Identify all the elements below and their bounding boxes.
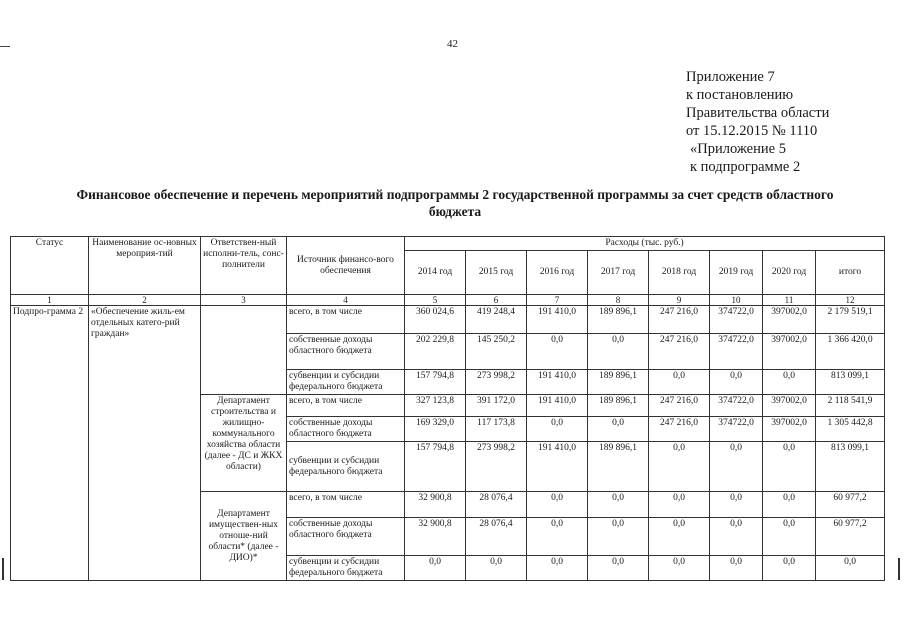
value-cell: 0,0 bbox=[763, 518, 816, 556]
value-cell: 157 794,8 bbox=[405, 442, 466, 492]
total-cell: 2 118 541,9 bbox=[816, 395, 885, 417]
appendix-block bbox=[686, 68, 829, 176]
margin-rule bbox=[0, 46, 10, 47]
column-number: 11 bbox=[763, 295, 816, 306]
column-number: 1 bbox=[11, 295, 89, 306]
source-cell: собственные доходы областного бюджета bbox=[287, 334, 405, 370]
value-cell: 191 410,0 bbox=[527, 370, 588, 395]
column-number-row bbox=[11, 295, 885, 306]
value-cell: 0,0 bbox=[763, 492, 816, 518]
value-cell: 32 900,8 bbox=[405, 492, 466, 518]
value-cell: 0,0 bbox=[763, 370, 816, 395]
table-row bbox=[11, 306, 885, 334]
column-number: 12 bbox=[816, 295, 885, 306]
value-cell: 189 896,1 bbox=[588, 395, 649, 417]
total-cell: 813 099,1 bbox=[816, 370, 885, 395]
total-cell: 2 179 519,1 bbox=[816, 306, 885, 334]
header-status: Статус bbox=[11, 237, 89, 295]
value-cell: 191 410,0 bbox=[527, 395, 588, 417]
value-cell: 0,0 bbox=[527, 417, 588, 442]
total-cell: 60 977,2 bbox=[816, 518, 885, 556]
scan-edge-mark bbox=[898, 558, 900, 580]
value-cell: 191 410,0 bbox=[527, 306, 588, 334]
value-cell: 360 024,6 bbox=[405, 306, 466, 334]
value-cell: 117 173,8 bbox=[466, 417, 527, 442]
total-cell: 1 366 420,0 bbox=[816, 334, 885, 370]
value-cell: 0,0 bbox=[710, 370, 763, 395]
value-cell: 0,0 bbox=[649, 370, 710, 395]
value-cell: 28 076,4 bbox=[466, 492, 527, 518]
value-cell: 374722,0 bbox=[710, 395, 763, 417]
header-year: 2015 год bbox=[466, 251, 527, 295]
value-cell: 0,0 bbox=[527, 492, 588, 518]
value-cell: 0,0 bbox=[588, 334, 649, 370]
header-event: Наименование ос-новных мероприя-тий bbox=[89, 237, 201, 295]
value-cell: 0,0 bbox=[649, 492, 710, 518]
executor-cell: Департамент имуществен-ных отноше-ний области* (далее - ДИО)* bbox=[201, 492, 287, 581]
column-number: 7 bbox=[527, 295, 588, 306]
value-cell: 0,0 bbox=[588, 556, 649, 581]
value-cell: 0,0 bbox=[588, 492, 649, 518]
source-cell: субвенции и субсидии федерального бюджета bbox=[287, 370, 405, 395]
header-year: 2016 год bbox=[527, 251, 588, 295]
value-cell: 247 216,0 bbox=[649, 306, 710, 334]
value-cell: 0,0 bbox=[710, 556, 763, 581]
document-title: Финансовое обеспечение и перечень мероприятий подпрограммы 2 государственной программы за счет средств областного бюджета bbox=[76, 187, 834, 219]
value-cell: 0,0 bbox=[527, 334, 588, 370]
header-year: 2018 год bbox=[649, 251, 710, 295]
header-year: 2017 год bbox=[588, 251, 649, 295]
value-cell: 145 250,2 bbox=[466, 334, 527, 370]
value-cell: 189 896,1 bbox=[588, 442, 649, 492]
header-total: итого bbox=[816, 251, 885, 295]
status-cell: Подпро-грамма 2 bbox=[11, 306, 89, 581]
appendix-line: Правительства области bbox=[686, 105, 830, 121]
value-cell: 157 794,8 bbox=[405, 370, 466, 395]
executor-cell bbox=[201, 306, 287, 395]
column-number: 2 bbox=[89, 295, 201, 306]
value-cell: 202 229,8 bbox=[405, 334, 466, 370]
value-cell: 0,0 bbox=[649, 556, 710, 581]
value-cell: 273 998,2 bbox=[466, 442, 527, 492]
appendix-line: от 15.12.2015 № 1110 bbox=[686, 123, 818, 139]
value-cell: 0,0 bbox=[710, 518, 763, 556]
value-cell: 0,0 bbox=[763, 556, 816, 581]
value-cell: 0,0 bbox=[710, 442, 763, 492]
header-expenses: Расходы (тыс. руб.) bbox=[405, 237, 885, 251]
value-cell: 374722,0 bbox=[710, 417, 763, 442]
column-number: 5 bbox=[405, 295, 466, 306]
header-year: 2014 год bbox=[405, 251, 466, 295]
header-source: Источник финансо-вого обеспечения bbox=[287, 237, 405, 295]
value-cell: 0,0 bbox=[405, 556, 466, 581]
source-cell: субвенции и субсидии федерального бюджета bbox=[287, 442, 405, 492]
column-number: 10 bbox=[710, 295, 763, 306]
finance-table bbox=[10, 236, 885, 581]
column-number: 4 bbox=[287, 295, 405, 306]
source-cell: собственные доходы областного бюджета bbox=[287, 518, 405, 556]
value-cell: 419 248,4 bbox=[466, 306, 527, 334]
executor-cell: Департамент строительства и жилищно-коммунального хозяйства области (далее - ДС и ЖКХ области) bbox=[201, 395, 287, 492]
value-cell: 247 216,0 bbox=[649, 334, 710, 370]
value-cell: 0,0 bbox=[466, 556, 527, 581]
header-year: 2019 год bbox=[710, 251, 763, 295]
value-cell: 0,0 bbox=[649, 442, 710, 492]
total-cell: 60 977,2 bbox=[816, 492, 885, 518]
value-cell: 0,0 bbox=[588, 518, 649, 556]
value-cell: 327 123,8 bbox=[405, 395, 466, 417]
source-cell: всего, в том числе bbox=[287, 395, 405, 417]
column-number: 6 bbox=[466, 295, 527, 306]
header-year: 2020 год bbox=[763, 251, 816, 295]
value-cell: 391 172,0 bbox=[466, 395, 527, 417]
value-cell: 247 216,0 bbox=[649, 395, 710, 417]
value-cell: 28 076,4 bbox=[466, 518, 527, 556]
source-cell: субвенции и субсидии федерального бюджета bbox=[287, 556, 405, 581]
total-cell: 813 099,1 bbox=[816, 442, 885, 492]
column-number: 8 bbox=[588, 295, 649, 306]
scan-edge-mark bbox=[2, 558, 4, 580]
appendix-line: Приложение 7 bbox=[686, 69, 775, 85]
appendix-line: «Приложение 5 bbox=[690, 141, 786, 157]
appendix-line: к постановлению bbox=[686, 87, 794, 103]
value-cell: 189 896,1 bbox=[588, 306, 649, 334]
column-number: 9 bbox=[649, 295, 710, 306]
value-cell: 374722,0 bbox=[710, 334, 763, 370]
value-cell: 191 410,0 bbox=[527, 442, 588, 492]
total-cell: 1 305 442,8 bbox=[816, 417, 885, 442]
value-cell: 397002,0 bbox=[763, 334, 816, 370]
value-cell: 0,0 bbox=[649, 518, 710, 556]
value-cell: 0,0 bbox=[588, 417, 649, 442]
value-cell: 397002,0 bbox=[763, 395, 816, 417]
value-cell: 0,0 bbox=[527, 556, 588, 581]
value-cell: 247 216,0 bbox=[649, 417, 710, 442]
value-cell: 397002,0 bbox=[763, 417, 816, 442]
header-executor: Ответствен-ный исполни-тель, сонс-полнители bbox=[201, 237, 287, 295]
column-number: 3 bbox=[201, 295, 287, 306]
source-cell: всего, в том числе bbox=[287, 492, 405, 518]
event-cell: «Обеспечение жиль-ем отдельных катего-рий граждан» bbox=[89, 306, 201, 581]
value-cell: 169 329,0 bbox=[405, 417, 466, 442]
value-cell: 0,0 bbox=[527, 518, 588, 556]
page-number: 42 bbox=[447, 38, 458, 50]
source-cell: всего, в том числе bbox=[287, 306, 405, 334]
value-cell: 397002,0 bbox=[763, 306, 816, 334]
value-cell: 273 998,2 bbox=[466, 370, 527, 395]
value-cell: 374722,0 bbox=[710, 306, 763, 334]
value-cell: 189 896,1 bbox=[588, 370, 649, 395]
value-cell: 0,0 bbox=[763, 442, 816, 492]
value-cell: 0,0 bbox=[710, 492, 763, 518]
source-cell: собственные доходы областного бюджета bbox=[287, 417, 405, 442]
total-cell: 0,0 bbox=[816, 556, 885, 581]
value-cell: 32 900,8 bbox=[405, 518, 466, 556]
appendix-line: к подпрограмме 2 bbox=[690, 159, 801, 175]
